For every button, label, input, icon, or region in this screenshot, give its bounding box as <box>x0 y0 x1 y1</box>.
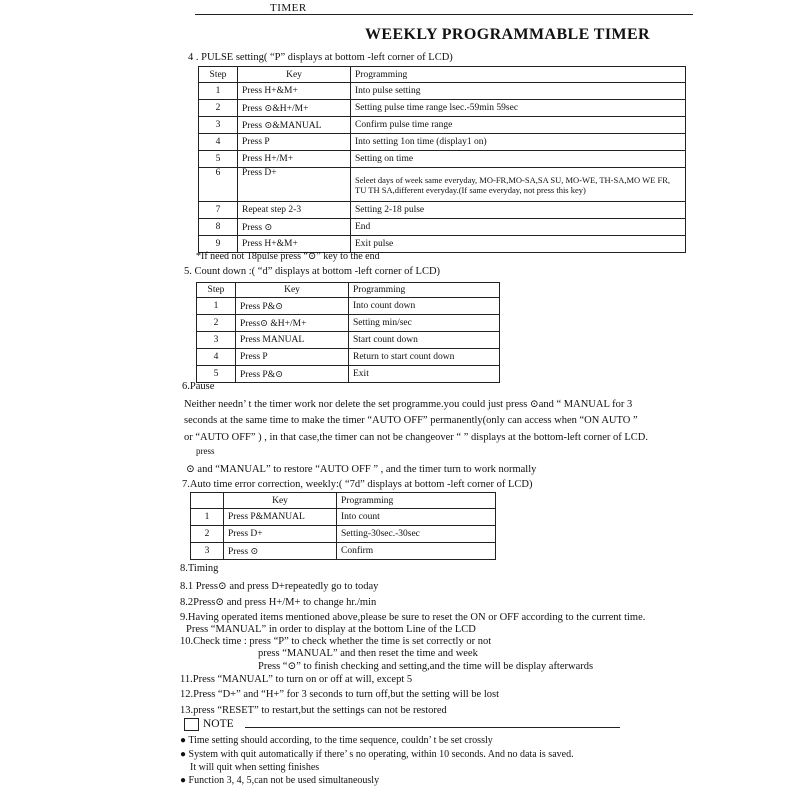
table-row <box>197 332 500 349</box>
col-programming: Programming <box>351 67 686 83</box>
step-cell: 2 <box>199 100 238 117</box>
step-cell: 2 <box>191 526 224 543</box>
programming-cell: Confirm <box>337 543 496 560</box>
programming-cell: Exit pulse <box>351 236 686 253</box>
step-cell: 3 <box>197 332 236 349</box>
programming-cell: Setting-30sec.-30sec <box>337 526 496 543</box>
step-cell: 3 <box>191 543 224 560</box>
pause-line-1: Neither needn’ t the timer work nor delete the set programme.you could just press ⊙and “ MANUAL for 3 <box>184 399 633 410</box>
note-bullet-2: ● System with quit automatically if there’ s no operating, within 10 seconds. And no data is saved. <box>180 749 574 760</box>
table-row <box>199 219 686 236</box>
table-row <box>197 349 500 366</box>
programming-cell: Confirm pulse time range <box>351 117 686 134</box>
programming-cell: Exit <box>349 366 500 383</box>
step-cell: 8 <box>199 219 238 236</box>
timing-line-7: Press “⊙” to finish checking and setting,and the time will be display afterwards <box>258 661 594 672</box>
note-title: NOTE <box>203 718 234 730</box>
programming-cell: End <box>351 219 686 236</box>
programming-cell: Seleet days of week same everyday, MO-FR,MO-SA,SA SU, MO-WE, TH-SA,MO WE FR, TU TH SA,different everyday.(If same everyday, not press this key) <box>351 168 686 202</box>
countdown-heading: 5. Count down :( “d” displays at bottom -left corner of LCD) <box>184 266 441 277</box>
table-row <box>197 315 500 332</box>
key-cell: Press P&⊙ <box>236 298 349 315</box>
pause-line-5: ⊙ and “MANUAL” to restore “AUTO OFF ” , and the timer turn to work normally <box>186 464 537 475</box>
col-step <box>191 493 224 509</box>
pulse-footnote: *If need not 18pulse press “⊙” key to the end <box>196 251 380 262</box>
programming-cell: Into setting 1on time (display1 on) <box>351 134 686 151</box>
key-cell: Press D+ <box>224 526 337 543</box>
page-title: WEEKLY PROGRAMMABLE TIMER <box>365 26 650 43</box>
key-cell: Press P <box>238 134 351 151</box>
table-row <box>199 100 686 117</box>
programming-cell: Setting 2-18 pulse <box>351 202 686 219</box>
col-programming: Programming <box>349 283 500 298</box>
key-cell: Press H+&M+ <box>238 236 351 253</box>
timing-heading: 8.Timing <box>180 563 219 574</box>
note-rule <box>245 727 620 728</box>
col-programming: Programming <box>337 493 496 509</box>
programming-cell: Into pulse setting <box>351 83 686 100</box>
col-step: Step <box>199 67 238 83</box>
table-row <box>199 168 686 202</box>
timing-line-10: 13.press “RESET” to restart,but the settings can not be restored <box>180 705 447 716</box>
error-table <box>190 492 496 560</box>
key-cell: Press H+/M+ <box>238 151 351 168</box>
countdown-table-header <box>197 283 500 298</box>
table-row <box>199 117 686 134</box>
table-row <box>191 543 496 560</box>
col-key: Key <box>236 283 349 298</box>
step-cell: 7 <box>199 202 238 219</box>
programming-cell: Setting min/sec <box>349 315 500 332</box>
col-step: Step <box>197 283 236 298</box>
timing-line-9: 12.Press “D+” and “H+” for 3 seconds to turn off,but the setting will be lost <box>180 689 500 700</box>
timing-line-8: 11.Press “MANUAL” to turn on or off at will, except 5 <box>180 674 413 685</box>
timing-line-6: press “MANUAL” and then reset the time and week <box>258 648 478 659</box>
countdown-table <box>196 282 500 383</box>
programming-cell: Into count <box>337 509 496 526</box>
col-key: Key <box>224 493 337 509</box>
table-row <box>199 134 686 151</box>
timing-line-2: 8.2Press⊙ and press H+/M+ to change hr./min <box>180 597 377 608</box>
step-cell: 4 <box>199 134 238 151</box>
table-row <box>199 202 686 219</box>
timing-line-4: Press “MANUAL” in order to display at the bottom Line of the LCD <box>186 624 476 635</box>
programming-cell: Return to start count down <box>349 349 500 366</box>
key-cell: Press⊙ &H+/M+ <box>236 315 349 332</box>
pulse-table-header <box>199 67 686 83</box>
step-cell: 9 <box>199 236 238 253</box>
table-row <box>197 366 500 383</box>
note-bullet-4: ● Function 3, 4, 5,can not be used simultaneously <box>180 775 380 786</box>
note-bullet-3: It will quit when setting finishes <box>190 762 320 773</box>
key-cell: Press P <box>236 349 349 366</box>
table-row <box>199 83 686 100</box>
step-cell: 6 <box>199 168 238 202</box>
pause-line-3: or “AUTO OFF” ) , in that case,the timer can not be changeover “ ” displays at the bottom-left corner of LCD. <box>184 432 648 443</box>
note-checkbox-icon <box>184 718 199 731</box>
pause-line-2: seconds at the same time to make the timer “AUTO OFF” permanently(only can access when “ON AUTO ” <box>184 415 638 426</box>
key-cell: Press ⊙ <box>238 219 351 236</box>
step-cell: 5 <box>197 366 236 383</box>
error-heading: 7.Auto time error correction, weekly:( “7d” displays at bottom -left corner of LCD) <box>182 479 533 490</box>
step-cell: 2 <box>197 315 236 332</box>
pause-line-4: press <box>196 446 215 456</box>
table-row <box>191 526 496 543</box>
table-row <box>199 236 686 253</box>
step-cell: 5 <box>199 151 238 168</box>
programming-cell: Into count down <box>349 298 500 315</box>
col-key: Key <box>238 67 351 83</box>
note-bullet-1: ● Time setting should according, to the time sequence, couldn’ t be set crossly <box>180 735 493 746</box>
timing-line-3: 9.Having operated items mentioned above,please be sure to reset the ON or OFF according to the current time. <box>180 612 646 623</box>
header-top-rule <box>195 14 693 15</box>
step-cell: 3 <box>199 117 238 134</box>
note-header <box>184 718 234 731</box>
table-row <box>197 298 500 315</box>
key-cell: Press ⊙&MANUAL <box>238 117 351 134</box>
header-timer-label: TIMER <box>270 2 307 14</box>
pulse-table <box>198 66 686 253</box>
programming-cell: Start count down <box>349 332 500 349</box>
key-cell: Press D+ <box>238 168 351 202</box>
pause-heading: 6.Pause <box>182 381 215 392</box>
step-cell: 4 <box>197 349 236 366</box>
programming-cell: Setting on time <box>351 151 686 168</box>
step-cell: 1 <box>191 509 224 526</box>
step-cell: 1 <box>199 83 238 100</box>
key-cell: Press ⊙&H+/M+ <box>238 100 351 117</box>
programming-cell: Setting pulse time range lsec.-59min 59sec <box>351 100 686 117</box>
key-cell: Press H+&M+ <box>238 83 351 100</box>
key-cell: Press P&MANUAL <box>224 509 337 526</box>
step-cell: 1 <box>197 298 236 315</box>
key-cell: Press ⊙ <box>224 543 337 560</box>
key-cell: Repeat step 2-3 <box>238 202 351 219</box>
table-row <box>191 509 496 526</box>
timing-line-1: 8.1 Press⊙ and press D+repeatedly go to today <box>180 581 379 592</box>
error-table-header <box>191 493 496 509</box>
key-cell: Press P&⊙ <box>236 366 349 383</box>
table-row <box>199 151 686 168</box>
pulse-heading: 4 . PULSE setting( “P” displays at bottom -left corner of LCD) <box>188 52 453 63</box>
key-cell: Press MANUAL <box>236 332 349 349</box>
timing-line-5: 10.Check time : press “P” to check whether the time is set correctly or not <box>180 636 492 647</box>
